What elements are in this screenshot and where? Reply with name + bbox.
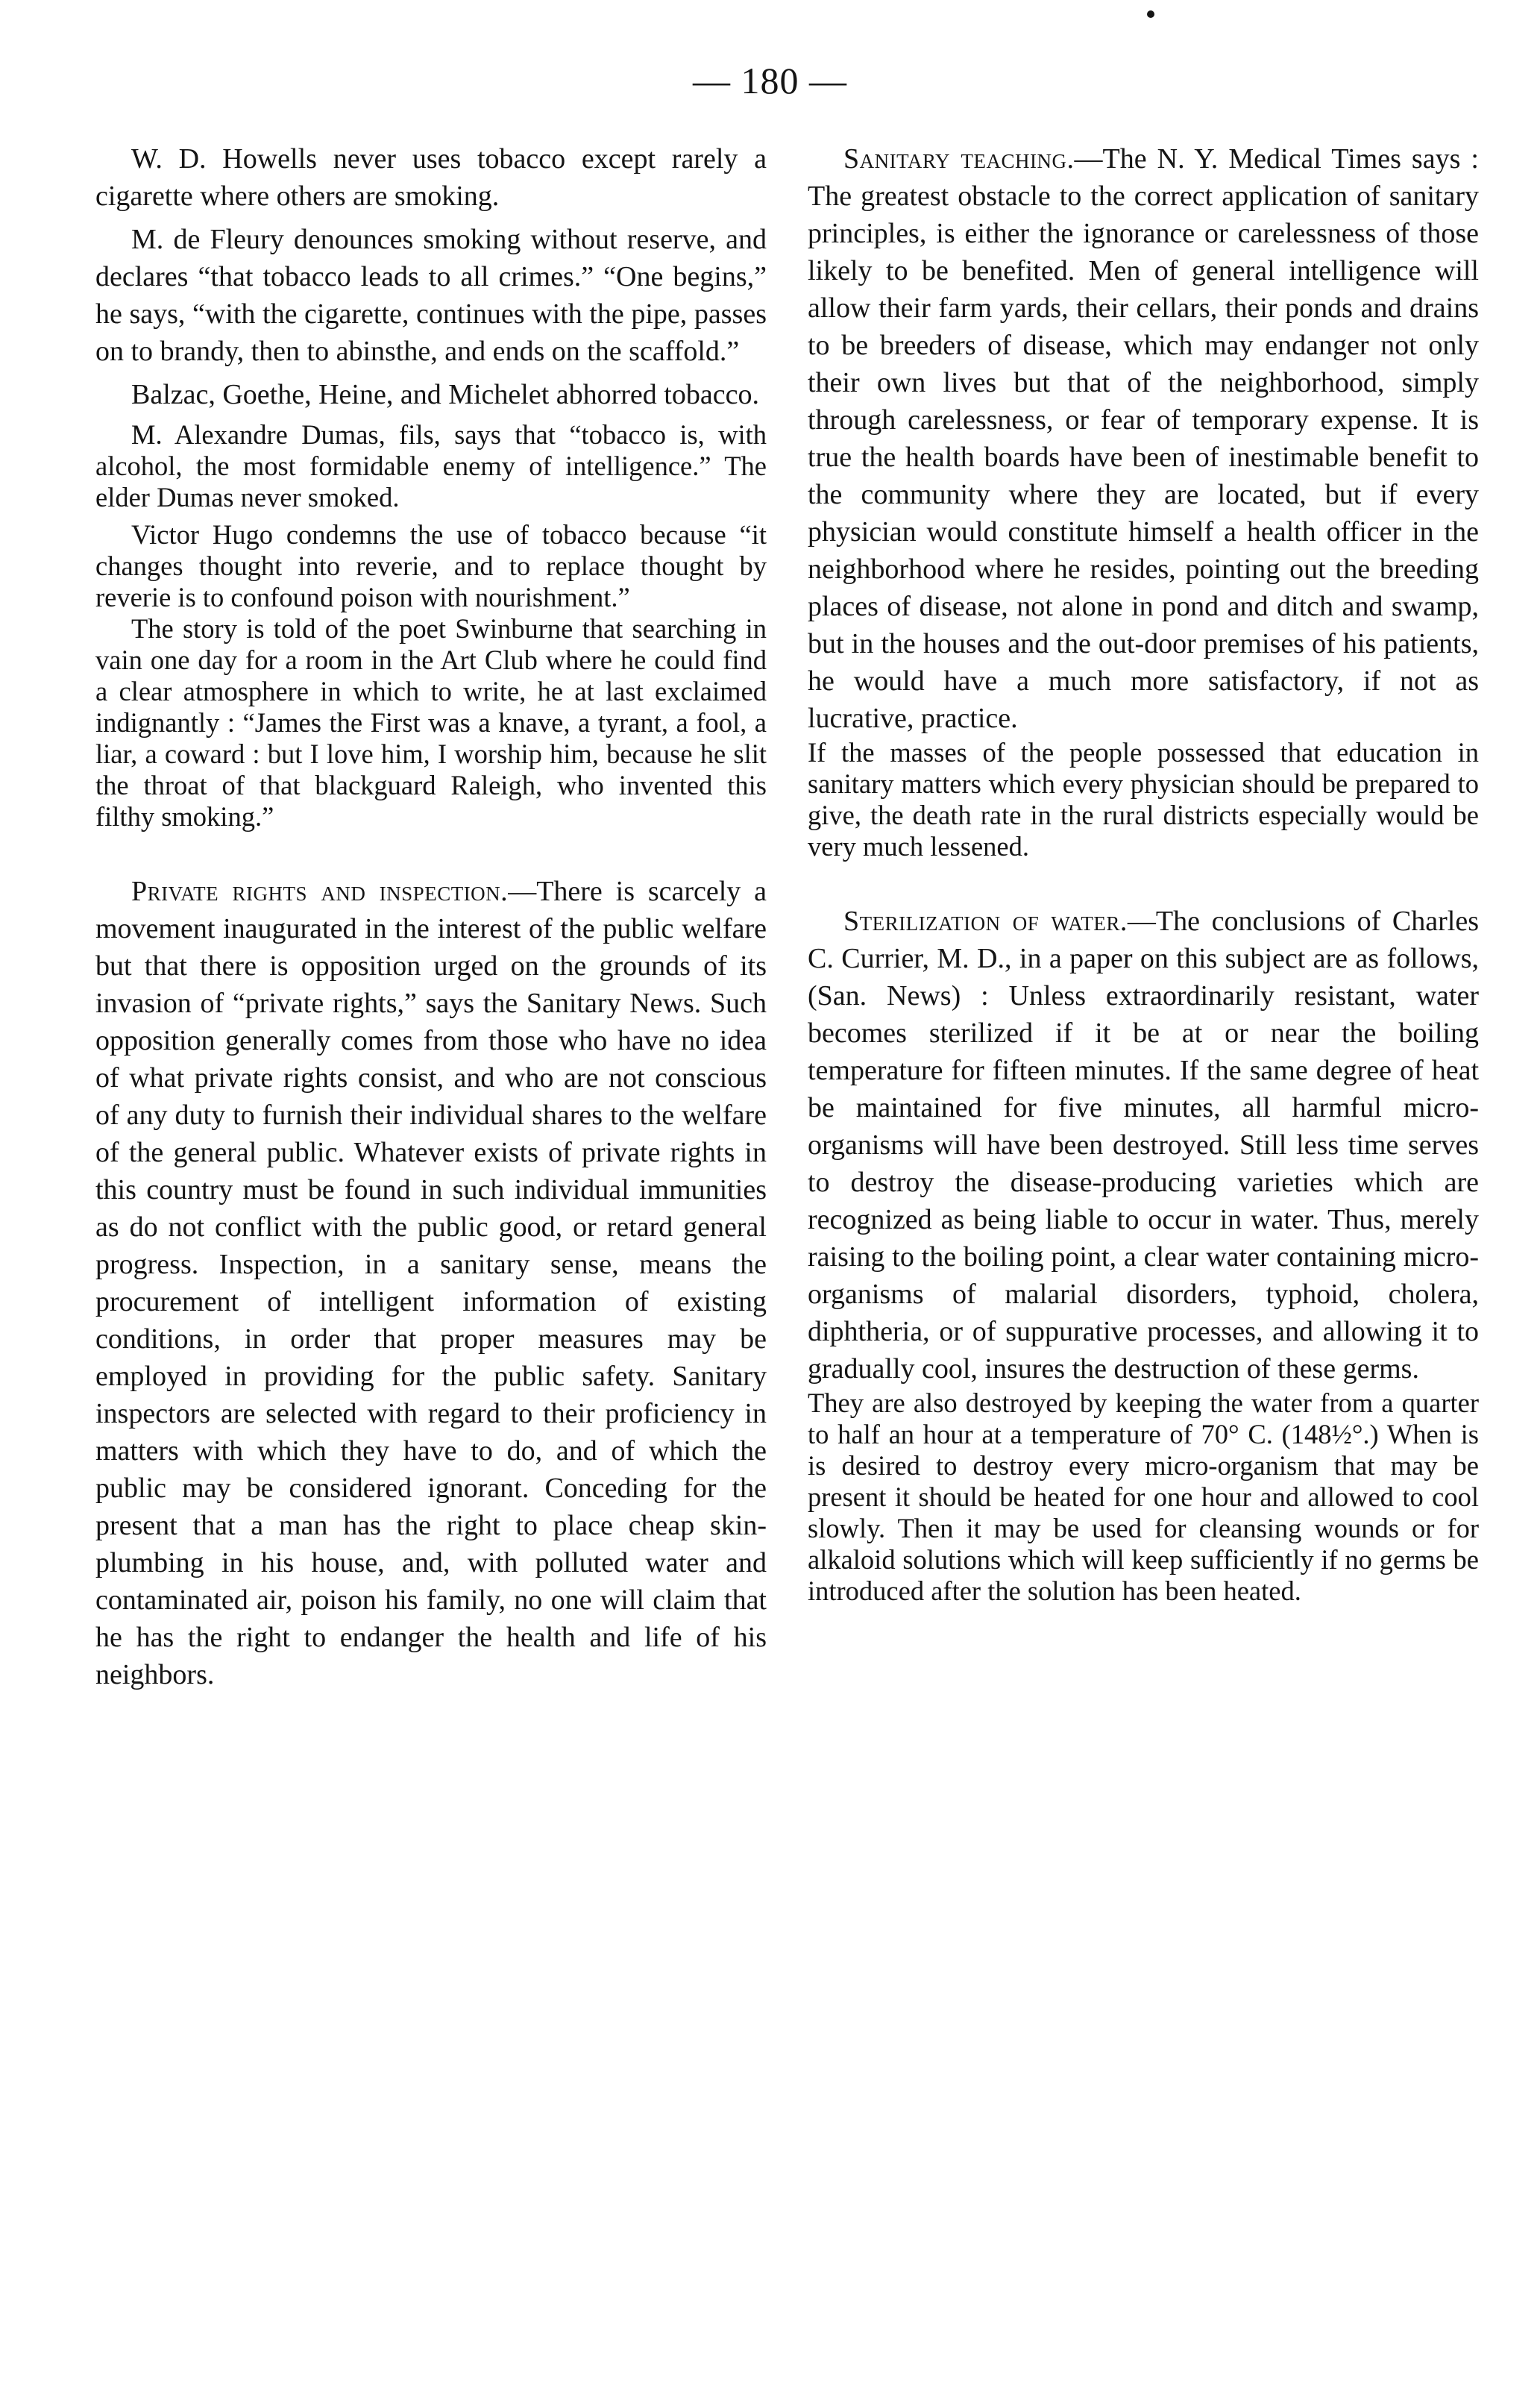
sterilization-paragraph <box>808 903 1479 1388</box>
right-column <box>808 140 1479 1607</box>
sanitary-teaching-tail: If the masses of the people possessed that education in sanitary matters which every physician should be prepared to give, the death rate in the rural districts especially would be very much lessened. <box>808 737 1479 862</box>
sanitary-teaching-heading: Sanitary teaching. <box>843 143 1075 175</box>
dumas-paragraph: M. Alexandre Dumas, fils, says that “tobacco is, with alcohol, the most formidable enemy of intelligence.” The elder Dumas never smoked. <box>95 419 767 512</box>
fleury-paragraph: M. de Fleury denounces smoking without reserve, and declares “that tobacco leads to all crimes.” “One begins,” he says, “with the cigarette, continues with the pipe, passes on to brandy, then to abinsthe, and ends on the scaffold.” <box>95 224 767 367</box>
sanitary-teaching-body: —The N. Y. Medical Times says : The greatest obstacle to the correct application of sanitary principles, is either the ignorance or carelessness of those likely to be benefited. Men of general intelligence will allow their farm yards, their cellars, their ponds and drains to be breeders of disease, which may endanger not only their own lives but that of the neighborhood, simply through carelessness, or fear of temporary expense. It is true the health boards have been of inestimable benefit to the community where they are located, but if every physician would constitute himself a health officer in the neighborhood where he resides, pointing out the breeding places of disease, not alone in pond and ditch and swamp, but in the houses and the out-door premises of his patients, he would have a much more satisfactory, if not as lucrative, practice. <box>808 143 1479 734</box>
ink-dot <box>1147 10 1154 18</box>
hugo-paragraph: Victor Hugo condemns the use of tobacco because “it changes thought into reverie, and to replace thought by reverie is to confound poison with nourishment.” <box>95 519 767 612</box>
private-rights-body: —There is scarcely a movement inaugurated in the interest of the public welfare but that there is opposition urged on the grounds of its invasion of “private rights,” says the Sanitary News. Such opposition generally comes from those who have no idea of what private rights consist, and who are not conscious of any duty to furnish their individual shares to the welfare of the general public. Whatever exists of private rights in this country must be found in such individual immunities as do not conflict with the public good, or retard general progress. Inspection, in a sanitary sense, means the procurement of intelligent information of existing conditions, in order that proper measures may be employed in providing for the public safety. Sanitary inspectors are selected with regard to their proficiency in matters with which they have to do, and of which the public may be considered ignorant. Conceding for the present that a man has the right to place cheap skin-plumbing in his house, and, with polluted water and contaminated air, poison his family, no one will claim that he has the right to endanger the health and life of his neighbors. <box>95 876 767 1690</box>
private-rights-paragraph <box>95 873 767 1693</box>
balzac-paragraph: Balzac, Goethe, Heine, and Michelet abhorred tobacco. <box>131 379 759 410</box>
sterilization-heading: Sterilization of water. <box>843 906 1128 937</box>
swinburne-paragraph: The story is told of the poet Swinburne that searching in vain one day for a room in the Art Club where he could find a clear atmosphere in which to write, he at last exclaimed indignantly : “James the First was a knave, a tyrant, a fool, a liar, a coward : but I love him, I worship him, because he slit the throat of that blackguard Raleigh, who invented this filthy smoking.” <box>95 613 767 832</box>
sterilization-tail: They are also destroyed by keeping the water from a quarter to half an hour at a temperature of 70° C. (148½°.) When is is desired to destroy every micro-organism that may be present it should be heated for one hour and allowed to cool slowly. Then it may be used for cleansing wounds or for alkaloid solutions which will keep sufficiently if no germs be introduced after the solution has been heated. <box>808 1388 1479 1606</box>
howells-paragraph: W. D. Howells never uses tobacco except rarely a cigarette where others are smoking. <box>95 143 767 212</box>
page-number: — 180 — <box>693 60 847 101</box>
sterilization-body: —The conclusions of Charles C. Currier, M. D., in a paper on this subject are as follows, (San. News) : Unless extraordinarily resistant, water becomes sterilized if it be at or near the boiling temperature for fifteen minutes. If the same degree of heat be maintained for five minutes, all harmful micro-organisms will have been destroyed. Still less time serves to destroy the disease-producing varieties which are recognized as being liable to occur in water. Thus, merely raising to the boiling point, a clear water containing micro-organisms of malarial disorders, typhoid, cholera, diphtheria, or of suppurative processes, and allowing it to gradually cool, insures the destruction of these germs. <box>808 906 1479 1385</box>
sanitary-teaching-paragraph <box>808 140 1479 737</box>
private-rights-heading: Private rights and inspection. <box>131 876 509 907</box>
left-column <box>95 140 767 1693</box>
